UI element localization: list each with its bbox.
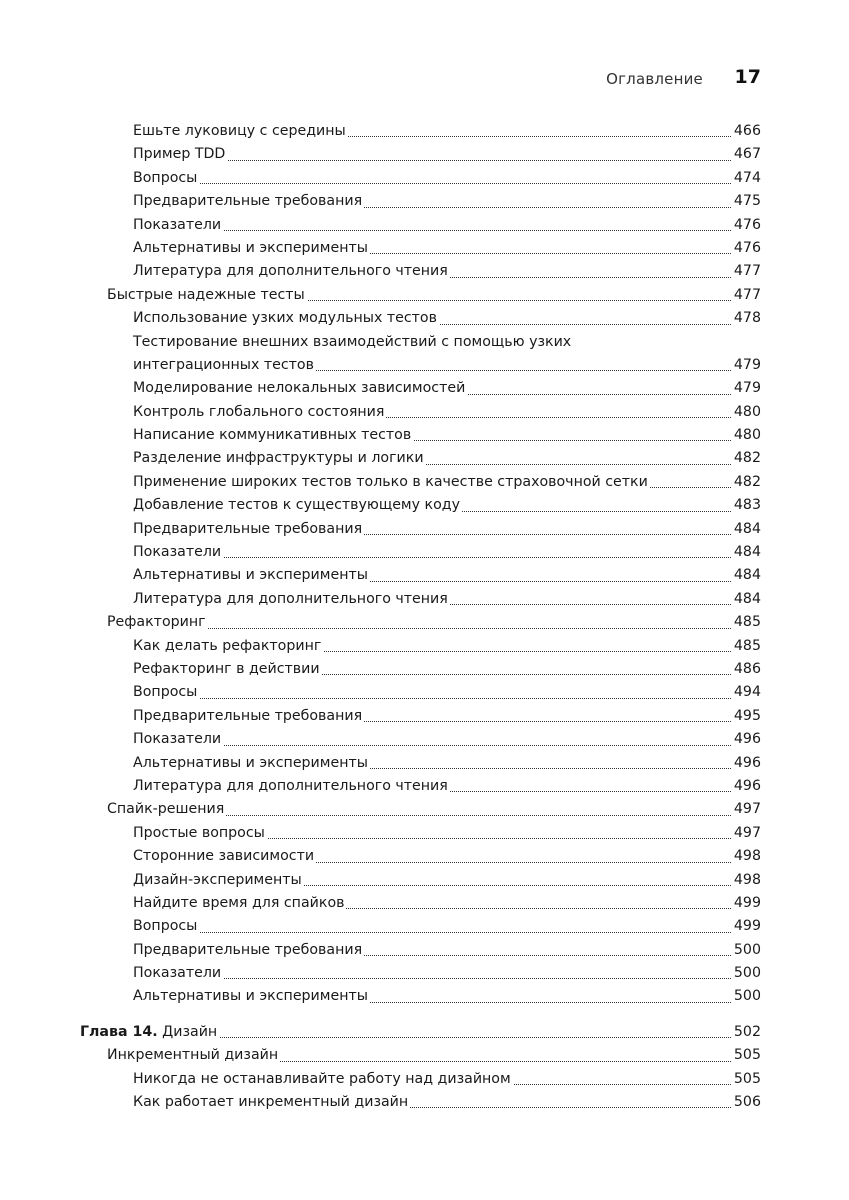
toc-entry-title: Рефакторинг в действии: [133, 658, 322, 681]
toc-entry[interactable]: [0, 985, 849, 1008]
table-of-contents: [0, 120, 849, 1114]
page-number: 17: [734, 66, 761, 88]
toc-entry-page: 476: [731, 237, 761, 260]
toc-entry[interactable]: [0, 307, 849, 330]
toc-entry-page: 496: [731, 752, 761, 775]
toc-section[interactable]: [0, 1044, 849, 1067]
toc-entry-page: 482: [731, 471, 761, 494]
toc-section[interactable]: [0, 611, 849, 634]
toc-entry-title: Литература для дополнительного чтения: [133, 260, 450, 283]
toc-entry-title: Показатели: [133, 541, 223, 564]
toc-entry-page: 502: [731, 1021, 761, 1044]
toc-section-title: Быстрые надежные тесты: [107, 284, 307, 307]
toc-entry[interactable]: [0, 892, 849, 915]
toc-entry-title: Литература для дополнительного чтения: [133, 775, 450, 798]
toc-entry-title: Пример TDD: [133, 143, 227, 166]
dot-leader: [133, 745, 761, 746]
running-header-title: Оглавление: [606, 70, 703, 88]
dot-leader: [133, 183, 761, 184]
dot-leader: [133, 978, 761, 979]
toc-entry[interactable]: [0, 401, 849, 424]
dot-leader: [133, 230, 761, 231]
toc-entry-page: 498: [731, 869, 761, 892]
toc-entry-title: Предварительные требования: [133, 705, 364, 728]
toc-entry-title: Вопросы: [133, 167, 199, 190]
toc-entry-title: Альтернативы и эксперименты: [133, 985, 370, 1008]
toc-entry[interactable]: [0, 237, 849, 260]
toc-entry-page: 484: [731, 518, 761, 541]
toc-entry[interactable]: [0, 939, 849, 962]
toc-entry-title: Простые вопросы: [133, 822, 267, 845]
toc-section[interactable]: [0, 798, 849, 821]
toc-entry[interactable]: [0, 260, 849, 283]
toc-entry-title: Моделирование нелокальных зависимостей: [133, 377, 467, 400]
toc-entry-page: 497: [731, 798, 761, 821]
toc-entry[interactable]: [0, 658, 849, 681]
toc-entry-page: 505: [731, 1068, 761, 1091]
running-header: [0, 66, 849, 92]
toc-entry-page: 484: [731, 564, 761, 587]
toc-entry-title: Вопросы: [133, 681, 199, 704]
toc-section-title: Рефакторинг: [107, 611, 208, 634]
toc-entry-title: Показатели: [133, 214, 223, 237]
toc-entry[interactable]: [0, 1091, 849, 1114]
toc-entry-title: Показатели: [133, 962, 223, 985]
toc-entry-title: Альтернативы и эксперименты: [133, 752, 370, 775]
toc-entry-page: 494: [731, 681, 761, 704]
toc-entry[interactable]: [0, 822, 849, 845]
toc-entry-title: [133, 331, 573, 378]
toc-entry[interactable]: [0, 190, 849, 213]
toc-chapter-title: [80, 1021, 219, 1044]
toc-entry[interactable]: [0, 424, 849, 447]
toc-entry-title-line2: интеграционных тестов: [133, 356, 314, 373]
toc-entry[interactable]: [0, 635, 849, 658]
toc-entry-title: Альтернативы и эксперименты: [133, 237, 370, 260]
toc-entry-page: 476: [731, 214, 761, 237]
toc-section[interactable]: [0, 284, 849, 307]
toc-entry-page: 480: [731, 424, 761, 447]
toc-entry[interactable]: [0, 377, 849, 400]
toc-entry-title-line1: Тестирование внешних взаимодействий с помощью узких: [133, 333, 572, 350]
toc-entry-title: Показатели: [133, 728, 223, 751]
toc-entry-title: Добавление тестов к существующему коду: [133, 494, 462, 517]
toc-entry[interactable]: [0, 167, 849, 190]
toc-entry[interactable]: [0, 564, 849, 587]
toc-entry[interactable]: [0, 447, 849, 470]
toc-entry-page: 479: [731, 354, 761, 377]
toc-entry-title: Вопросы: [133, 915, 199, 938]
toc-entry[interactable]: [0, 681, 849, 704]
toc-entry-page: 506: [731, 1091, 761, 1114]
toc-entry[interactable]: [0, 1068, 849, 1091]
toc-entry[interactable]: [0, 705, 849, 728]
toc-entry-page: 486: [731, 658, 761, 681]
toc-entry[interactable]: [0, 331, 849, 378]
dot-leader: [133, 557, 761, 558]
toc-entry-title: Предварительные требования: [133, 190, 364, 213]
toc-entry-page: 499: [731, 892, 761, 915]
toc-entry-page: 467: [731, 143, 761, 166]
toc-entry[interactable]: [0, 214, 849, 237]
toc-entry-page: 484: [731, 541, 761, 564]
toc-entry-title: Как работает инкрементный дизайн: [133, 1091, 410, 1114]
toc-section-title: Инкрементный дизайн: [107, 1044, 280, 1067]
toc-entry-title: Найдите время для спайков: [133, 892, 346, 915]
toc-entry[interactable]: [0, 471, 849, 494]
toc-entry-page: 475: [731, 190, 761, 213]
toc-entry-page: 505: [731, 1044, 761, 1067]
toc-entry-page: 477: [731, 284, 761, 307]
toc-entry-page: 477: [731, 260, 761, 283]
toc-entry-page: 483: [731, 494, 761, 517]
toc-entry-title: Как делать рефакторинг: [133, 635, 323, 658]
toc-entry-page: 496: [731, 775, 761, 798]
dot-leader: [133, 932, 761, 933]
chapter-name: Дизайн: [162, 1023, 218, 1040]
toc-entry-title: Сторонние зависимости: [133, 845, 316, 868]
toc-entry-page: 474: [731, 167, 761, 190]
toc-section-title: Спайк-решения: [107, 798, 226, 821]
toc-entry-page: 480: [731, 401, 761, 424]
toc-entry-page: 498: [731, 845, 761, 868]
toc-entry[interactable]: [0, 518, 849, 541]
toc-entry-page: 500: [731, 985, 761, 1008]
toc-entry-page: 499: [731, 915, 761, 938]
toc-entry[interactable]: [0, 143, 849, 166]
toc-entry-page: 485: [731, 635, 761, 658]
toc-entry-title: Никогда не останавливайте работу над дизайном: [133, 1068, 513, 1091]
toc-entry-page: 500: [731, 962, 761, 985]
toc-entry[interactable]: [0, 845, 849, 868]
toc-entry-page: 466: [731, 120, 761, 143]
toc-entry[interactable]: [0, 752, 849, 775]
toc-entry-page: 485: [731, 611, 761, 634]
toc-entry-page: 484: [731, 588, 761, 611]
chapter-label: Глава 14.: [80, 1023, 158, 1040]
toc-entry[interactable]: [0, 494, 849, 517]
toc-entry[interactable]: [0, 120, 849, 143]
toc-entry[interactable]: [0, 588, 849, 611]
toc-entry[interactable]: [0, 541, 849, 564]
toc-entry[interactable]: [0, 775, 849, 798]
toc-entry-page: 500: [731, 939, 761, 962]
toc-entry-title: Контроль глобального состояния: [133, 401, 386, 424]
toc-entry-page: 478: [731, 307, 761, 330]
toc-entry-title: Разделение инфраструктуры и логики: [133, 447, 426, 470]
dot-leader: [133, 698, 761, 699]
toc-entry-title: Написание коммуникативных тестов: [133, 424, 413, 447]
toc-entry-title: Применение широких тестов только в качестве страховочной сетки: [133, 471, 650, 494]
toc-chapter[interactable]: [0, 1021, 849, 1044]
toc-entry-title: Предварительные требования: [133, 939, 364, 962]
toc-entry-page: 482: [731, 447, 761, 470]
toc-entry-page: 479: [731, 377, 761, 400]
toc-entry-page: 495: [731, 705, 761, 728]
toc-entry[interactable]: [0, 869, 849, 892]
toc-entry-title: Ешьте луковицу с середины: [133, 120, 348, 143]
toc-entry[interactable]: [0, 962, 849, 985]
toc-entry-title: Литература для дополнительного чтения: [133, 588, 450, 611]
toc-entry[interactable]: [0, 915, 849, 938]
toc-entry-page: 497: [731, 822, 761, 845]
toc-entry-title: Использование узких модульных тестов: [133, 307, 439, 330]
toc-entry[interactable]: [0, 728, 849, 751]
toc-entry-title: Альтернативы и эксперименты: [133, 564, 370, 587]
toc-entry-title: Предварительные требования: [133, 518, 364, 541]
toc-entry-page: 496: [731, 728, 761, 751]
toc-entry-title: Дизайн-эксперименты: [133, 869, 304, 892]
